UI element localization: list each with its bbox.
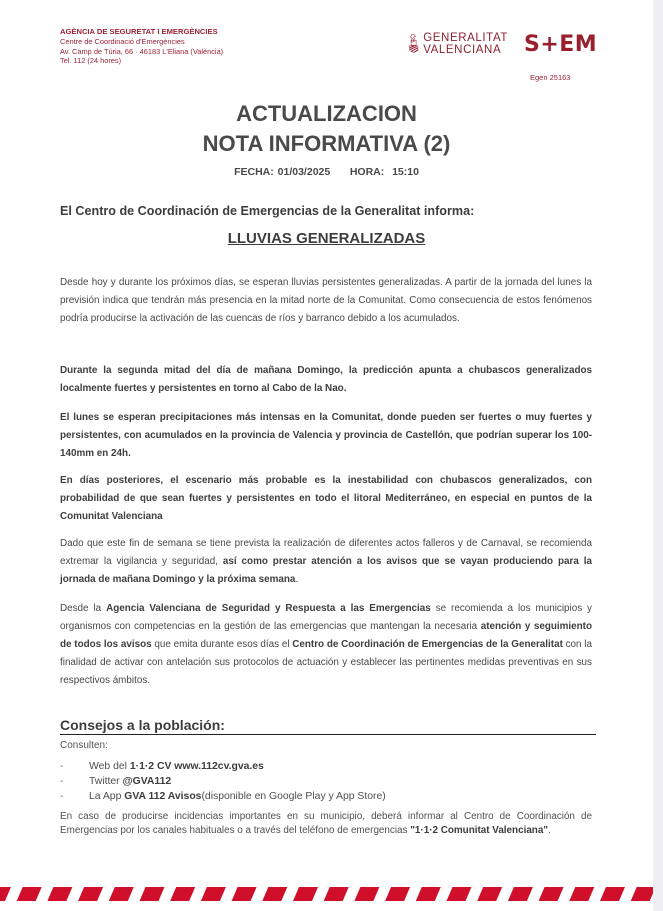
closing-paragraph [60,810,592,838]
p5-end: . [295,574,299,585]
list-item [60,774,386,789]
stripe-segment [324,887,349,901]
item-text: Twitter [89,776,120,787]
stripe-segment [631,887,653,901]
paragraph-3: El lunes se esperan precipitaciones más intensas en la Comunitat, donde pueden ser fuertes o muy fuertes y persistentes, con acumulados en la provincia de Valencia y provincia de Castellón, que podrían superar los 100-140mm en 24h. [60,412,592,459]
page-edge-strip [653,0,663,911]
agency-phone: Tel. 112 (24 hores) [60,56,122,66]
list-dash: - [60,776,64,787]
stripe-segment [170,887,195,901]
p6-text-g: con la finalidad de activar con antelación sus protocolos de actuación y establecer las pertinentes medidas preventivas en sus respectivos ámbitos. [60,639,592,686]
title-line2: NOTA INFORMATIVA (2) [202,131,451,156]
stripe-segment [232,887,257,901]
time-label: HORA: [349,166,385,178]
stripe-segment [569,887,594,901]
paragraph-4: En días posteriores, el escenario más probable es la inestabilidad con chubascos generalizados, con probabilidad de que sean fuertes y persistentes en todo el litoral Mediterráneo, en especial en puntos de la Comunitat Valenciana [60,475,592,522]
centre-name: Centre de Coordinació d'Emergències [60,36,185,46]
stripe-segment [109,887,134,901]
list-dash: - [60,791,64,802]
time-value: 15:10 [392,166,419,178]
p6-bold-f: Centro de Coordinación de Emergencias de la Generalitat [292,639,563,650]
stripe-segment [0,887,11,901]
date-label: FECHA: [234,166,274,178]
paragraph-5 [60,535,592,589]
stripe-segment [354,887,379,901]
p6-text-c: se recomienda a los municipios y organismos con competencias en la gestión de las emergencias que mantengan la necesaria [60,603,592,632]
stripe-segment [477,887,502,901]
p6-text-e: que emita durante esos días el [151,639,293,650]
stripe-segment [385,887,410,901]
consejos-list [60,759,386,804]
item-text: La App [89,791,122,802]
stripe-segment [539,887,564,901]
p6-bold-b: Agencia Valenciana de Seguridad y Respuesta a las Emergencias [106,603,431,614]
stripe-segment [508,887,533,901]
stripe-segment [47,887,72,901]
agency-name: AGÈNCIA DE SEGURETAT I EMERGÈNCIES [60,27,218,36]
stripe-segment [600,887,625,901]
generalitat-crest-icon [408,28,419,60]
item-note: (disponible en Google Play y App Store) [201,791,386,802]
egen-reference: Egen 25163 [530,73,571,82]
p6-bold-d: atención y seguimiento de todos los avisos [60,621,592,650]
item-link[interactable]: 1·1·2 CV www.112cv.gva.es [129,761,264,772]
title-line1: ACTUALIZACION [236,101,417,126]
gva-line1: GENERALITAT [423,31,508,44]
paragraph-6 [60,600,592,690]
date-value: 01/03/2025 [277,166,331,178]
agency-header [60,27,223,66]
stripe-segment [78,887,103,901]
informa-line: El Centro de Coordinación de Emergencias de la Generalitat informa: [60,204,475,218]
sem-logo: S+EM [524,32,598,57]
closing-text: En caso de producirse incidencias importantes en su municipio, deberá informar al Centro de Coordinación de Emergencias por los canales habituales o a través del teléfono de emergencias [60,811,592,836]
stripe-segment [293,887,318,901]
paragraph-1: Desde hoy y durante los próximos días, se esperan lluvias persistentes generalizadas. A partir de la jornada del lunes la previsión indica que tendrán más presencia en la mitad norte de la Comunitat. Como consecuencia de estos fenómenos podría producirse la activación de las cuencas de ríos y barranco debido a los acumulados. [60,277,592,324]
closing-end: . [548,825,551,836]
item-text: Web del [89,761,127,772]
consejos-title: Consejos a la población: [60,717,596,735]
stripe-segment [416,887,441,901]
p5-bold: así como prestar atención a los avisos que se vayan produciendo para la jornada de mañana Domingo y la próxima semana [60,556,592,585]
date-time [0,166,653,178]
stripe-segment [17,887,42,901]
p6-text-a: Desde la [60,603,107,614]
gva-line2: VALENCIANA [423,44,502,56]
item-app: GVA 112 Avisos [124,791,202,802]
footer-stripes [0,886,653,902]
stripe-segment [201,887,226,901]
stripe-segment [447,887,472,901]
list-dash: - [60,761,64,772]
p5-text: Dado que este fin de semana se tiene prevista la realización de diferentes actos falleros y de Carnaval, se recomienda extremar la vigilancia y seguridad, [60,538,592,567]
headline: LLUVIAS GENERALIZADAS [227,230,426,247]
item-handle: @GVA112 [122,776,172,787]
paragraph-2: Durante la segunda mitad del día de mañana Domingo, la predicción apunta a chubascos generalizados localmente fuertes y persistentes en torno al Cabo de la Nao. [60,365,592,394]
stripe-segment [262,887,287,901]
list-item [60,759,386,774]
stripe-segment [140,887,165,901]
agency-address: Av. Camp de Túria, 66 · 46183 L'Eliana (València) [60,46,224,56]
generalitat-logo [408,26,508,62]
list-item [60,789,386,804]
consulten-label: Consulten: [60,740,108,751]
closing-phone: "1·1·2 Comunitat Valenciana" [410,825,549,836]
